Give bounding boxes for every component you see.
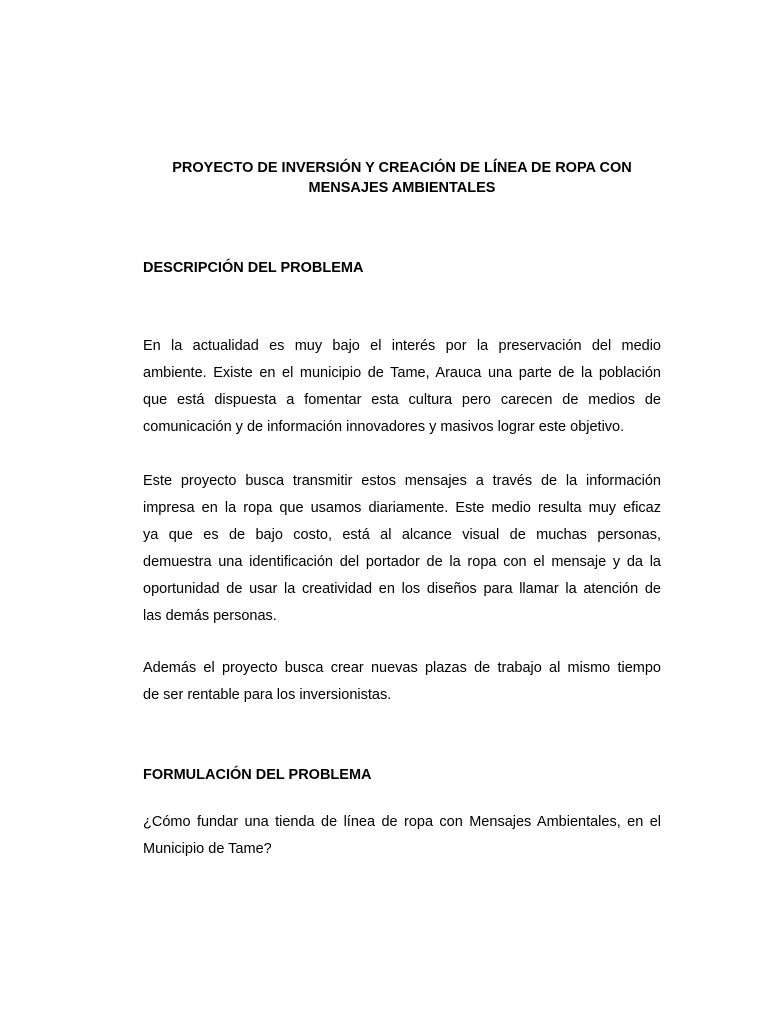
paragraph-line: demuestra una identificación del portador de la ropa con el mensaje y da la (143, 554, 661, 570)
title-line-2: MENSAJES AMBIENTALES (308, 180, 496, 196)
paragraph-line: de ser rentable para los inversionistas. (143, 687, 392, 703)
paragraph-line: ambiente. Existe en el municipio de Tame, Arauca una parte de la población (143, 365, 661, 381)
document-title (143, 158, 661, 198)
title-line-1: PROYECTO DE INVERSIÓN Y CREACIÓN DE LÍNEA DE ROPA CON (172, 160, 632, 176)
paragraph-line: que está dispuesta a fomentar esta cultura pero carecen de medios de (143, 392, 661, 408)
section-heading-formulacion: FORMULACIÓN DEL PROBLEMA (143, 767, 372, 783)
section-heading-descripcion: DESCRIPCIÓN DEL PROBLEMA (143, 260, 364, 276)
paragraph-line: En la actualidad es muy bajo el interés por la preservación del medio (143, 338, 661, 354)
paragraph-2 (143, 468, 661, 630)
paragraph-1 (143, 333, 661, 441)
paragraph-line: impresa en la ropa que usamos diariamente. Este medio resulta muy eficaz (143, 500, 661, 516)
paragraph-line: comunicación y de información innovadores y masivos lograr este objetivo. (143, 419, 625, 435)
paragraph-line: las demás personas. (143, 608, 277, 624)
paragraph-4 (143, 809, 661, 863)
paragraph-line: Además el proyecto busca crear nuevas plazas de trabajo al mismo tiempo (143, 660, 661, 676)
paragraph-line: Este proyecto busca transmitir estos mensajes a través de la información (143, 473, 661, 489)
paragraph-line: oportunidad de usar la creatividad en los diseños para llamar la atención de (143, 581, 661, 597)
paragraph-line: ya que es de bajo costo, está al alcance visual de muchas personas, (143, 527, 661, 543)
paragraph-3 (143, 655, 661, 709)
paragraph-line: Municipio de Tame? (143, 841, 272, 857)
paragraph-line: ¿Cómo fundar una tienda de línea de ropa con Mensajes Ambientales, en el (143, 814, 661, 830)
